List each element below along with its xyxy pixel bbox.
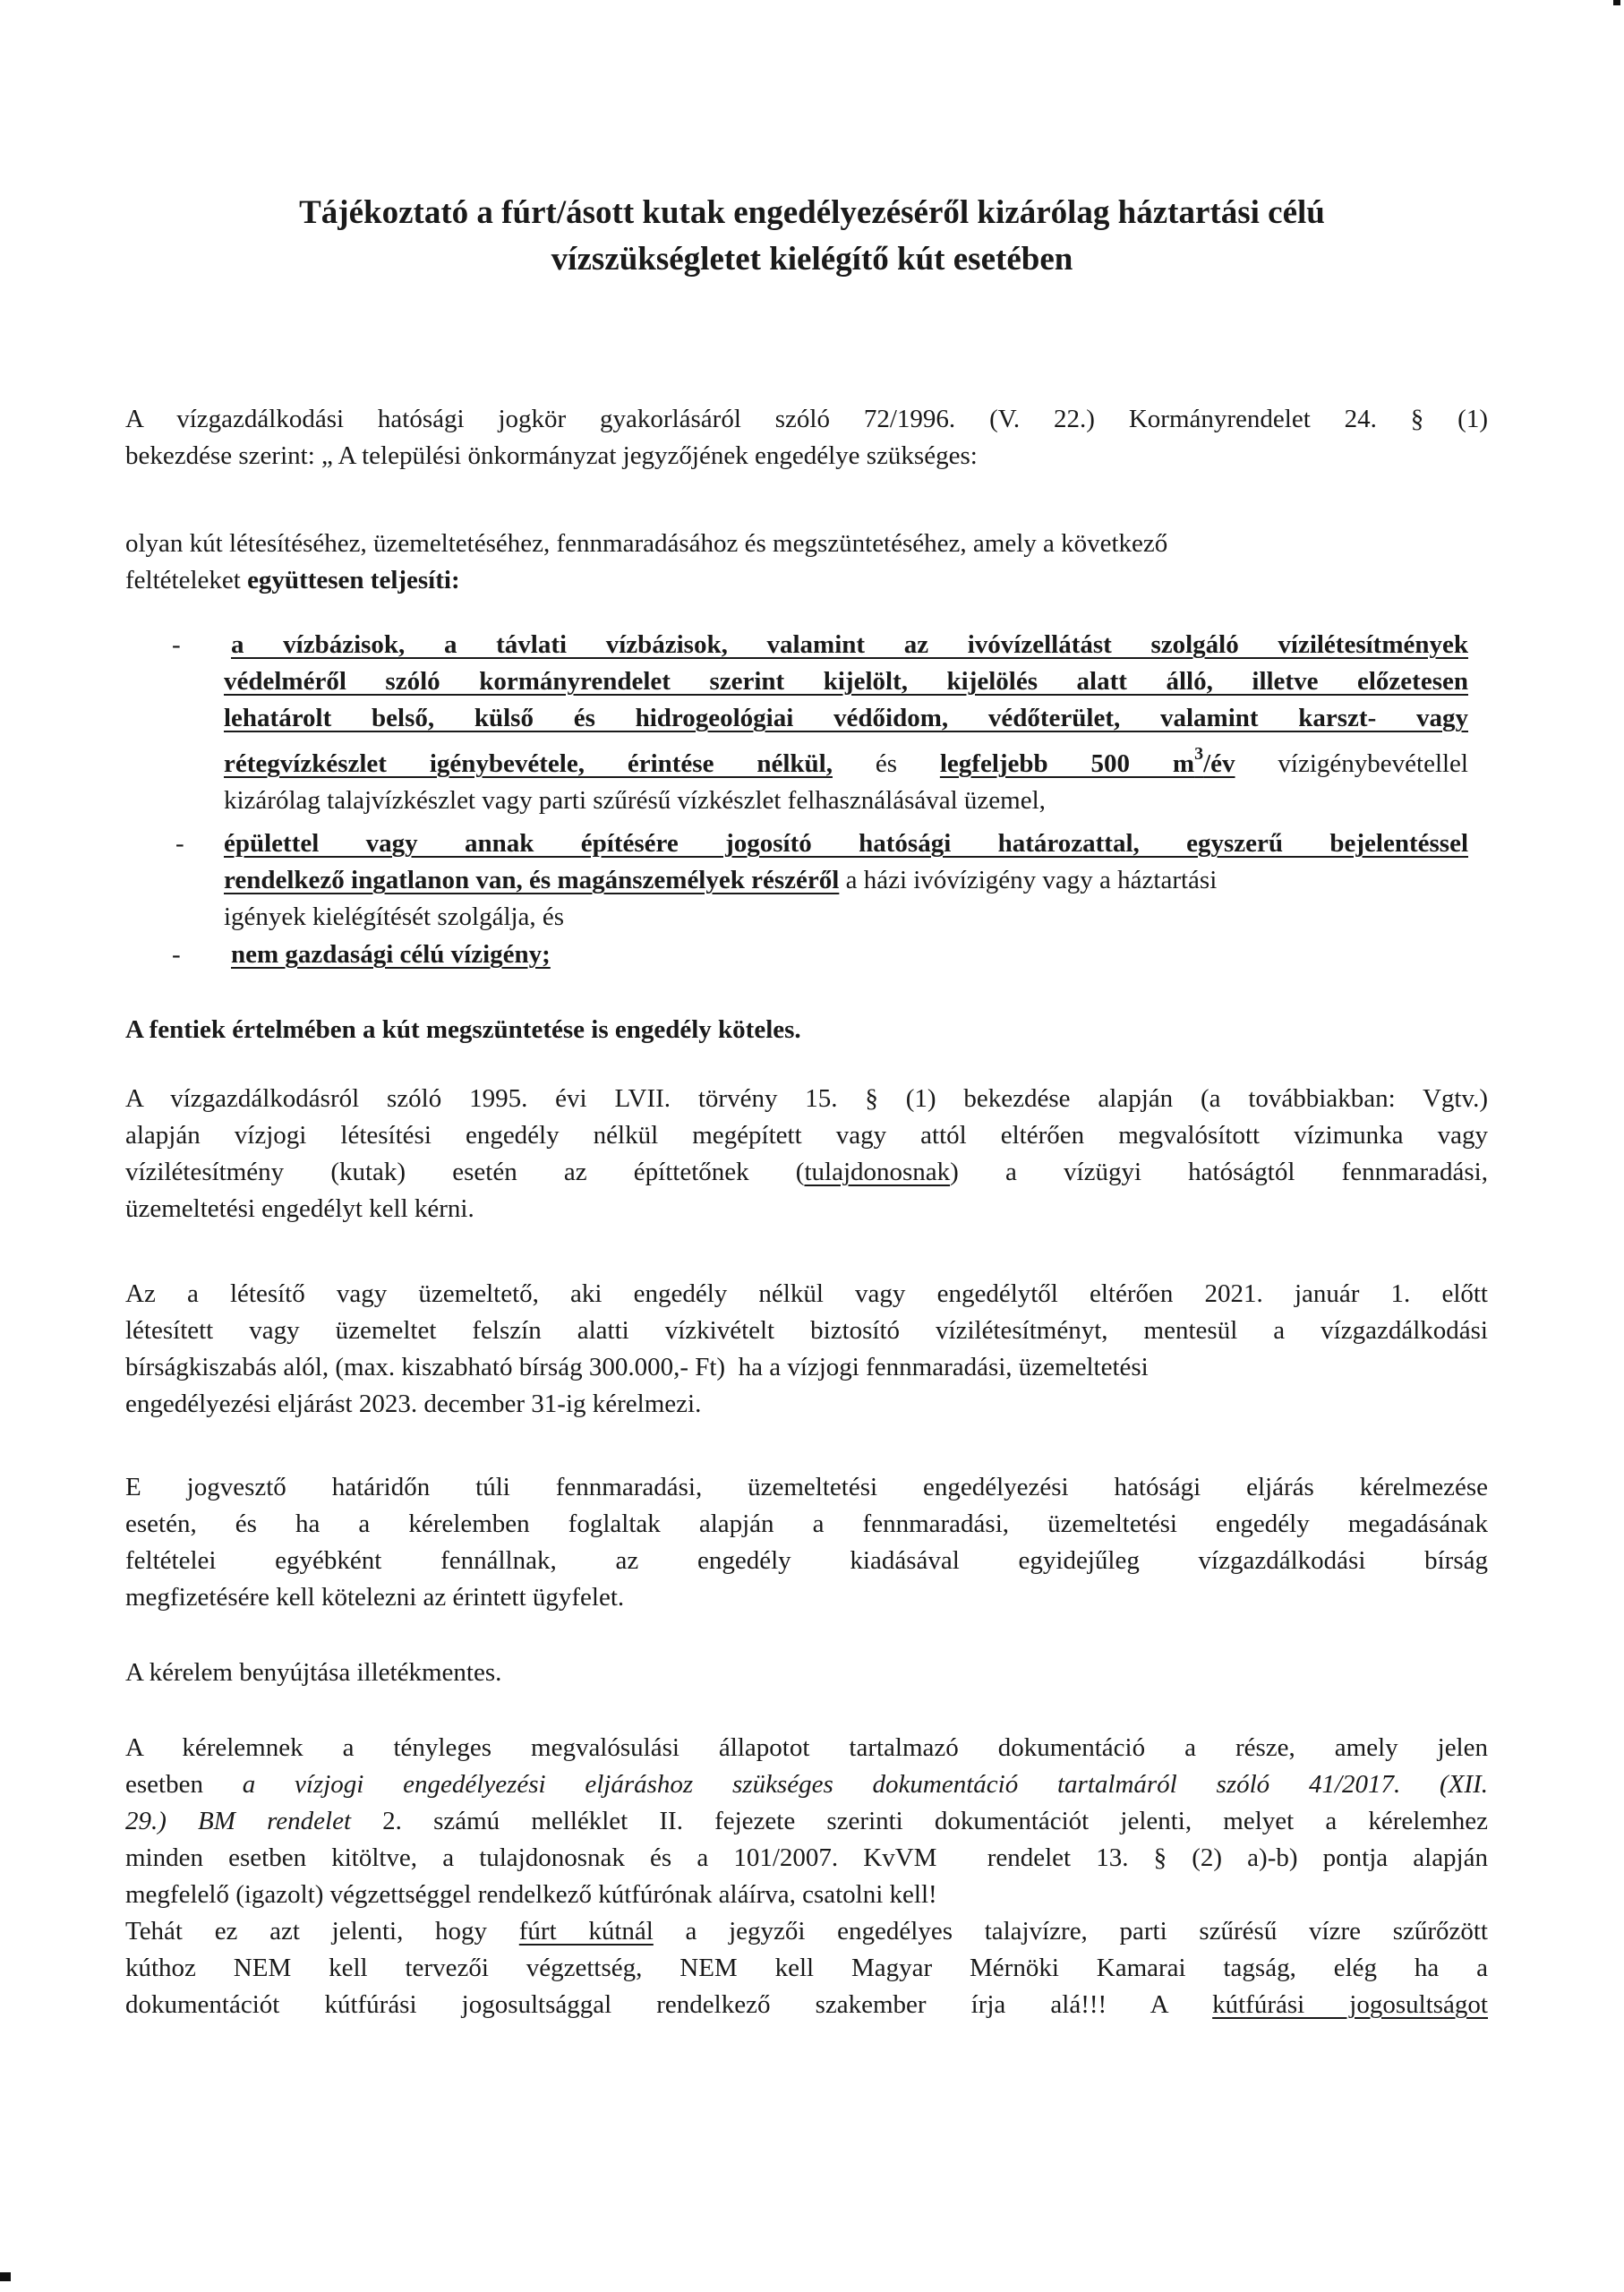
p3-line-3: feltételei egyébként fennállnak, az engedély kiadásával egyidejűleg vízgazdálkodási bírság <box>125 1546 1488 1575</box>
bullet-1-line-4: rétegvízkészlet igénybevétele, érintése nélkül, és legfeljebb 500 $m^3/év$ vízigénybevétellel <box>224 744 1468 778</box>
paragraph-fee: A kérelem benyújtása illetékmentes. <box>125 1658 502 1687</box>
p5-line-7: kúthoz NEM kell tervezői végzettség, NEM kell Magyar Mérnöki Kamarai tagság, elég ha a <box>125 1954 1488 1982</box>
p2-line-4: engedélyezési eljárást 2023. december 31-ig kérelmezi. <box>125 1390 702 1418</box>
condition-line-1: olyan kút létesítéséhez, üzemeltetéséhez, fennmaradásához és megszüntetéséhez, amely a következő <box>125 529 1168 558</box>
p2-line-2: létesített vagy üzemeltet felszín alatti vízkivételt biztosító vízilétesítményt, mentesül a vízgazdálkodási <box>125 1316 1488 1345</box>
intro-paragraph <box>125 401 1488 475</box>
condition-line-2: feltételeket együttesen teljesíti: <box>125 566 460 594</box>
bullet-dash: - <box>175 829 184 858</box>
paragraph-vgtv <box>125 1081 1488 1227</box>
p2-line-1: Az a létesítő vagy üzemeltető, aki engedély nélkül vagy engedélytől eltérően 2021. január 1. előtt <box>125 1279 1488 1308</box>
title-line-1: Tájékoztató a fúrt/ásott kutak engedélyezéséről kizárólag háztartási célú <box>299 194 1325 231</box>
p3-line-1: E jogvesztő határidőn túli fennmaradási, üzemeltetési engedélyezési hatósági eljárás kérelmezése <box>125 1473 1488 1501</box>
p1-line-1: A vízgazdálkodásról szóló 1995. évi LVII. törvény 15. § (1) bekezdése alapján (a továbbiakban: Vgtv.) <box>125 1084 1488 1113</box>
bullet-2-line-3: igények kielégítését szolgálja, és <box>224 902 565 931</box>
p1-line-3: vízilétesítmény (kutak) esetén az építtetőnek (tulajdonosnak) a vízügyi hatóságtól fennmaradási, <box>125 1158 1488 1186</box>
bullet-item-2 <box>175 825 1468 936</box>
p5-line-5: megfelelő (igazolt) végzettséggel rendelkező kútfúrónak aláírva, csatolni kell! <box>125 1880 937 1909</box>
p1-line-4: üzemeltetési engedélyt kell kérni. <box>125 1194 474 1223</box>
volume-limit: legfeljebb 500 $m^3/év$ <box>939 744 1235 778</box>
p5-line-1: A kérelemnek a tényleges megvalósulási állapotot tartalmazó dokumentáció a része, amely jelen <box>125 1733 1488 1762</box>
intro-line-2: bekezdése szerint: „ A települési önkormányzat jegyzőjének engedélye szükséges: <box>125 441 978 470</box>
notice-statement: A fentiek értelmében a kút megszüntetése is engedély köteles. <box>125 1015 801 1044</box>
p5-line-2: esetben a vízjogi engedélyezési eljáráshoz szükséges dokumentáció tartalmáról szóló 41/2017. (XII. <box>125 1770 1488 1799</box>
p5-line-4: minden esetben kitöltve, a tulajdonosnak és a 101/2007. KvVM rendelet 13. § (2) a)-b) pontja alapján <box>125 1843 1488 1872</box>
bullet-2-line-2: rendelkező ingatlanon van, és magánszemélyek részéről a házi ivóvízigény vagy a háztartási <box>224 866 1218 894</box>
title-line-2: vízszükségletet kielégítő kút esetében <box>551 241 1073 278</box>
p5-line-3: 29.) BM rendelet 2. számú melléklet II. fejezete szerinti dokumentációt jelenti, melyet a kérelemhez <box>125 1807 1488 1835</box>
bullet-1-line-2: védelméről szóló kormányrendelet szerint kijelölt, kijelölés alatt álló, illetve előzetesen <box>224 667 1468 696</box>
condition-paragraph <box>125 526 1488 599</box>
document-title <box>125 190 1499 283</box>
bullet-dash: - <box>172 940 181 969</box>
bullet-item-1 <box>172 627 1468 819</box>
p5-line-6: Tehát ez azt jelenti, hogy fúrt kútnál a jegyzői engedélyes talajvízre, parti szűrésű vízre szűrőzött <box>125 1917 1488 1946</box>
p2-line-3: bírságkiszabás alól, (max. kiszabható bírság 300.000,- Ft) ha a vízjogi fennmaradási, üzemeltetési <box>125 1353 1149 1381</box>
paragraph-exemption <box>125 1276 1488 1423</box>
bullet-1-line-3: lehatárolt belső, külső és hidrogeológiai védőidom, védőterület, valamint karszt- vagy <box>224 704 1468 732</box>
intro-line-1: A vízgazdálkodási hatósági jogkör gyakorlásáról szóló 72/1996. (V. 22.) Kormányrendelet 24. § (1) <box>125 405 1488 433</box>
p3-line-4: megfizetésére kell kötelezni az érintett ügyfelet. <box>125 1583 625 1612</box>
condition-emphasis: együttesen teljesíti: <box>247 566 460 594</box>
bullet-2-line-1: - épülettel vagy annak építésére jogosító hatósági határozattal, egyszerű bejelentéssel <box>224 825 1468 862</box>
scan-mark-top-right <box>1613 0 1620 5</box>
scan-mark-bottom-left <box>0 2272 11 2281</box>
bullet-1-line-1: - a vízbázisok, a távlati vízbázisok, valamint az ivóvízellátást szolgáló vízilétesítmények <box>224 627 1468 663</box>
p3-line-2: esetén, és ha a kérelemben foglaltak alapján a fennmaradási, üzemeltetési engedély megadásának <box>125 1509 1488 1538</box>
bullet-3-line-1: - nem gazdasági célú vízigény; <box>224 936 1468 973</box>
p5-line-8: dokumentációt kútfúrási jogosultsággal rendelkező szakember írja alá!!! A kútfúrási jogosultságot <box>125 1990 1488 2019</box>
bullet-item-3 <box>172 936 1468 973</box>
paragraph-penalty <box>125 1469 1488 1616</box>
bullet-dash: - <box>172 630 181 659</box>
paragraph-documentation <box>125 1730 1488 2023</box>
bullet-1-line-5: kizárólag talajvízkészlet vagy parti szűrésű vízkészlet felhasználásával üzemel, <box>224 786 1046 815</box>
p1-line-2: alapján vízjogi létesítési engedély nélkül megépített vagy attól eltérően megvalósított vízimunka vagy <box>125 1121 1488 1150</box>
